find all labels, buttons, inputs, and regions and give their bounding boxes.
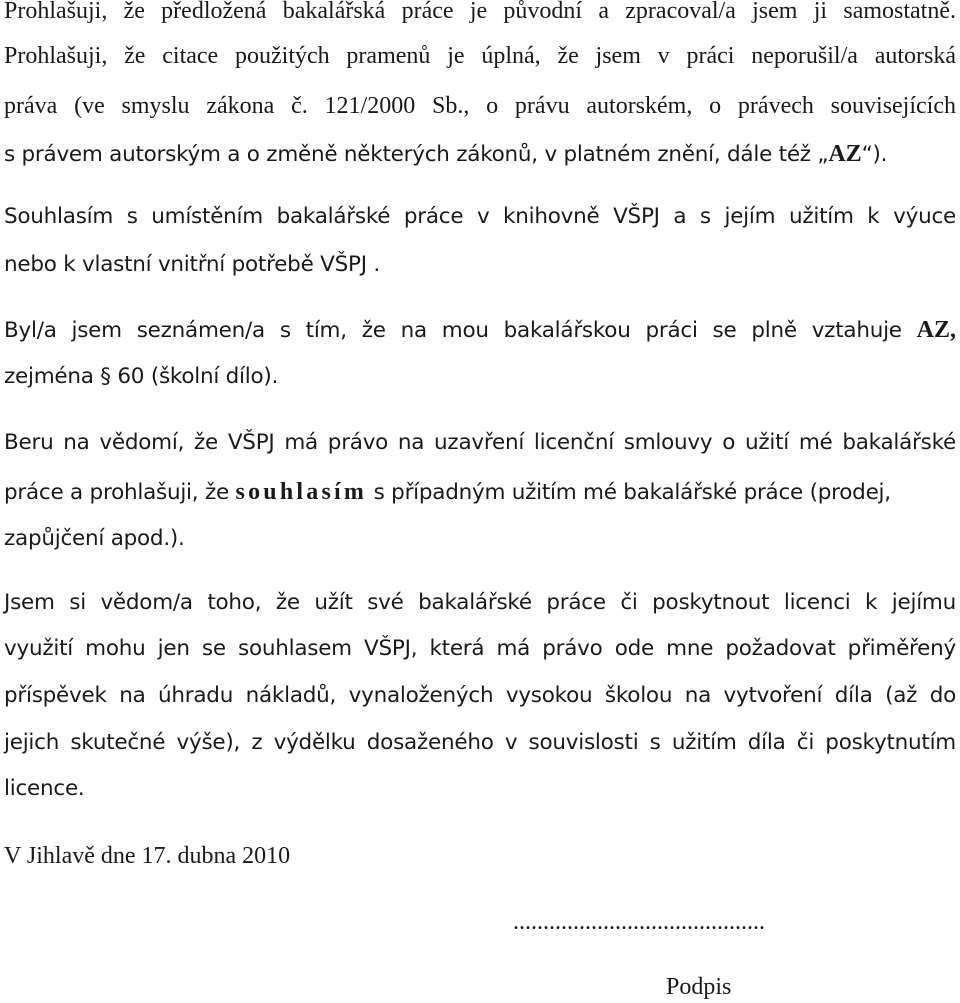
text-line [4, 480, 956, 504]
text-segment: “). [861, 142, 888, 167]
text-line: Prohlašuji, že předložená bakalářská práce je původní a zpracoval/a jsem ji samostatně. [4, 0, 956, 24]
text-segment: Byl/a jsem seznámen/a s tím, že na mou bakalářskou práci se plně vztahuje [4, 318, 917, 343]
text-line: nebo k vlastní vnitřní potřebě VŠPJ . [4, 252, 380, 277]
text-segment: práce a prohlašuji, že [4, 480, 236, 505]
signature-line: .......................................... [513, 909, 765, 935]
signature-label: Podpis [666, 974, 732, 1000]
text-segment: s případným užitím mé bakalářské práce (prodej, [367, 480, 891, 505]
place-date: V Jihlavě dne 17. dubna 2010 [4, 843, 291, 869]
text-line [4, 142, 887, 166]
text-line: práva (ve smyslu zákona č. 121/2000 Sb., o právu autorském, o právech souvisejících [4, 93, 956, 119]
text-line: zejména § 60 (školní dílo). [4, 364, 279, 389]
text-line: Prohlašuji, že citace použitých pramenů je úplná, že jsem v práci neporušil/a autorská [4, 43, 956, 69]
text-line: jejich skutečné výše), z výdělku dosaženého v souvislosti s užitím díla či poskytnutím [4, 730, 956, 755]
text-line: Souhlasím s umístěním bakalářské práce v knihovně VŠPJ a s jejím užitím k výuce [4, 204, 956, 229]
text-segment-bold: AZ [828, 141, 862, 167]
text-line: zapůjčení apod.). [4, 526, 185, 551]
text-line: Beru na vědomí, že VŠPJ má právo na uzavření licenční smlouvy o užití mé bakalářské [4, 430, 956, 455]
text-segment: s právem autorským a o změně některých zákonů, v platném znění, dále též „ [4, 142, 829, 167]
text-line [4, 318, 956, 342]
text-segment-bold: AZ, [916, 317, 956, 343]
text-line: licence. [4, 776, 85, 801]
text-line: využití mohu jen se souhlasem VŠPJ, která má právo ode mne požadovat přiměřený [4, 636, 956, 661]
text-line: příspěvek na úhradu nákladů, vynaložených vysokou školou na vytvoření díla (až do [4, 683, 956, 708]
text-segment-emphasis: souhlasím [235, 479, 368, 505]
text-line: Jsem si vědom/a toho, že užít své bakalářské práce či poskytnout licenci k jejímu [4, 590, 956, 615]
